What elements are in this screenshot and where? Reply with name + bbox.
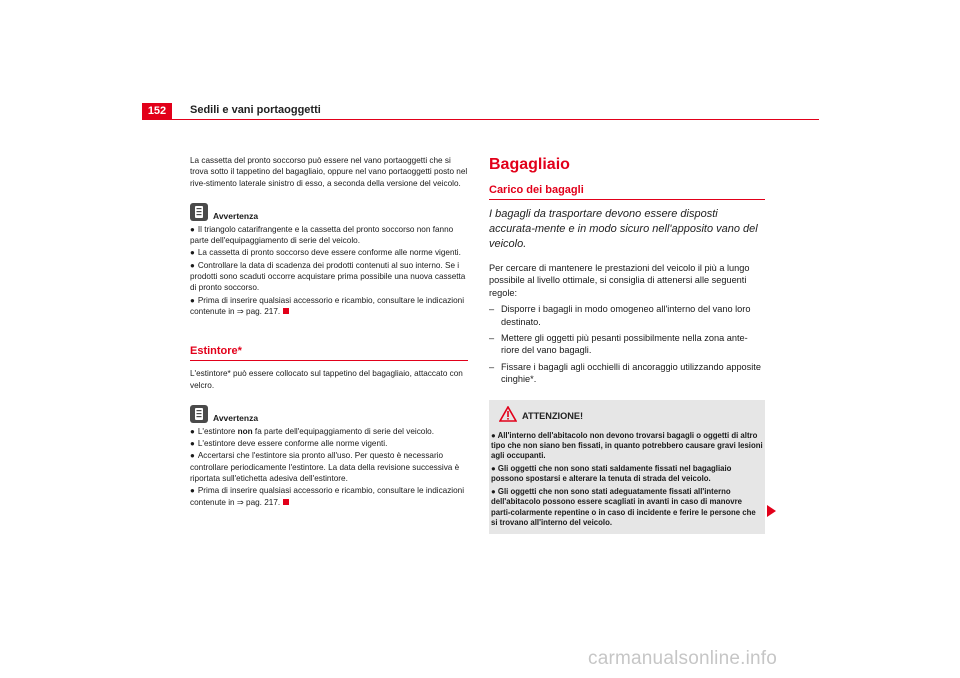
- caution-bullet: ● All'interno dell'abitacolo non devono trovarsi bagagli o oggetti di altro tipo che non siano ben fissati, in quanto potrebbero causare gravi lesioni agli occupanti.: [491, 430, 763, 461]
- first-aid-intro: La cassetta del pronto soccorso può essere nel vano portaoggetti che si trova sotto il tappetino del bagagliaio, oppure nel vano portaoggetti posto nel rive-stimento laterale sinistro di esso, a seconda della versione del veicolo.: [190, 156, 468, 188]
- list-item: – Disporre i bagagli in modo omogeneo all'interno del vano loro destinato.: [489, 304, 751, 327]
- warning-bullet: ● La cassetta di pronto soccorso deve essere conforme alle norme vigenti.: [190, 248, 461, 258]
- note-icon: [190, 203, 208, 221]
- chapter-title: Bagagliaio: [489, 156, 570, 173]
- section-rule: [190, 360, 468, 361]
- body-paragraph: Per cercare di mantenere le prestazioni del veicolo il più a lungo possibile al livello ottimale, si consiglia di attenersi alle seguenti regole:: [489, 263, 750, 298]
- section-rule: [489, 199, 765, 200]
- extinguisher-intro: L'estintore* può essere collocato sul tappetino del bagagliaio, attaccato con velcro.: [190, 369, 463, 390]
- caution-bullet: ● Gli oggetti che non sono stati adeguatamente fissati all'interno dell'abitacolo possono essere scagliati in avanti in caso di manovre parti-colarmente repentine o in caso di incidente e ferire le persone che si trovano all'interno del veicolo.: [491, 486, 756, 527]
- left-column: [190, 155, 468, 509]
- page-number: 152: [142, 103, 172, 119]
- warning-bullet: ● Accertarsi che l'estintore sia pronto all'uso. Per questo è necessario controllare periodicamente l'estintore. La data della revisione successiva è riportata sull'etichetta adesiva dell'estintore.: [190, 451, 460, 484]
- warning-bullet: ● Prima di inserire qualsiasi accessorio e ricambio, consultare le indicazioni contenute in ⇒ pag. 217.: [190, 486, 465, 507]
- section-heading-estintore: Estintore*: [190, 345, 242, 358]
- warning-bullet: ● Prima di inserire qualsiasi accessorio e ricambio, consultare le indicazioni contenute in ⇒ pag. 217.: [190, 295, 465, 316]
- note-icon: [190, 405, 208, 423]
- warning-heading: [190, 203, 468, 221]
- warning-label: Avvertenza: [213, 210, 259, 221]
- lead-paragraph: I bagagli da trasportare devono essere disposti accurata-mente e in modo sicuro nell'apposito vano del veicolo.: [489, 208, 758, 250]
- warning-bullet: ● L'estintore non fa parte dell'equipaggiamento di serie del veicolo.: [190, 426, 435, 436]
- next-page-arrow-icon[interactable]: [767, 505, 776, 517]
- header-rule: [142, 119, 819, 120]
- list-item: – Fissare i bagagli agli occhielli di ancoraggio utilizzando apposite cinghie*.: [489, 361, 761, 385]
- caution-header: [491, 406, 763, 427]
- running-header: Sedili e vani portaoggetti: [190, 104, 321, 116]
- caution-bullet: ● Gli oggetti che non sono stati saldamente fissati nel bagagliaio possono spostarsi e alterare la tenuta di strada del veicolo.: [491, 463, 732, 484]
- right-column: [489, 155, 765, 534]
- footer-watermark: carmanualsonline.info: [588, 648, 778, 669]
- warning-triangle-icon: [499, 406, 517, 427]
- section-end-mark: [283, 499, 289, 505]
- list-item: – Mettere gli oggetti più pesanti possibilmente nella zona ante-riore del vano bagagli.: [489, 333, 748, 356]
- caution-label: ATTENZIONE!: [522, 411, 584, 422]
- caution-box: [489, 400, 765, 535]
- section-end-mark: [283, 308, 289, 314]
- warning-bullet: ● L'estintore deve essere conforme alle norme vigenti.: [190, 439, 388, 449]
- sub-heading: Carico dei bagagli: [489, 184, 584, 196]
- warning-label: Avvertenza: [213, 412, 259, 423]
- warning-bullet: ● Il triangolo catarifrangente e la cassetta del pronto soccorso non fanno parte dell'equipaggiamento di serie del veicolo.: [190, 224, 454, 246]
- warning-bullet: ● Controllare la data di scadenza dei prodotti contenuti al suo interno. Se i prodotti sono scaduti occorre acquistare prima possibile una nuova cassetta di pronto soccorso.: [190, 260, 466, 293]
- warning-heading: [190, 405, 468, 423]
